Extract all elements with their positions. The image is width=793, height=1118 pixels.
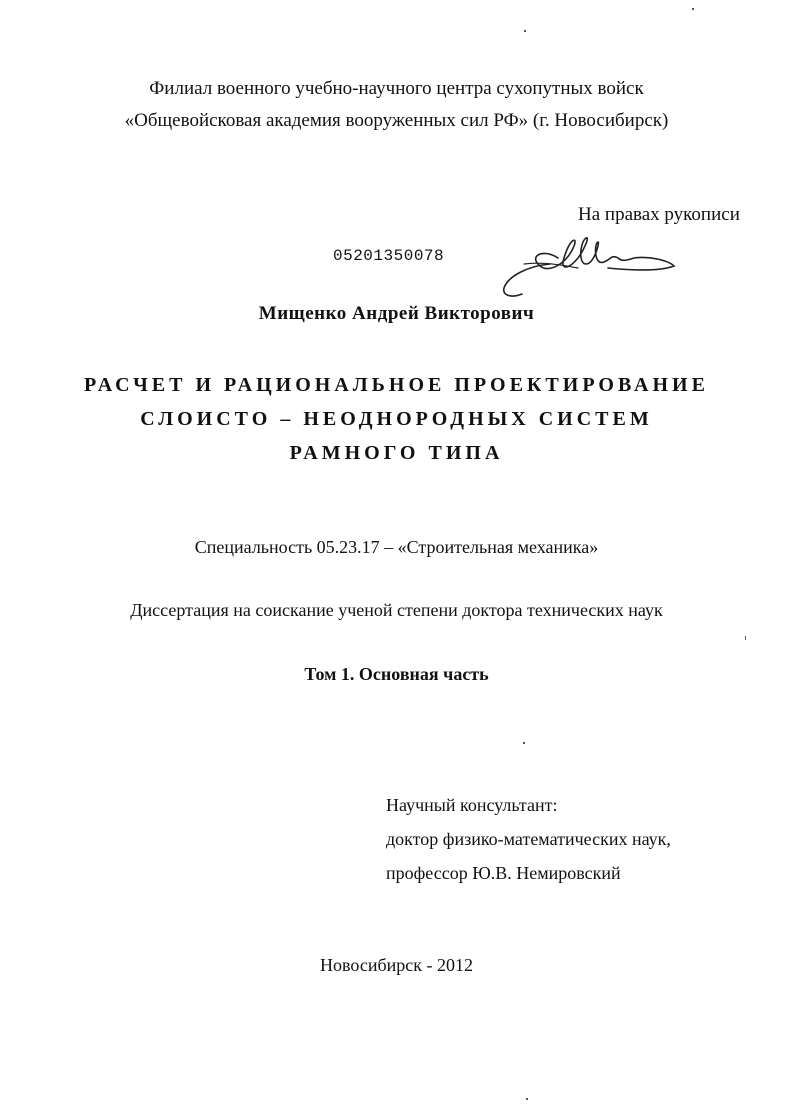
scan-speck (524, 30, 526, 32)
scan-speck (523, 742, 525, 744)
title-line-1: РАСЧЕТ И РАЦИОНАЛЬНОЕ ПРОЕКТИРОВАНИЕ (84, 374, 709, 396)
volume: Том 1. Основная часть (304, 664, 489, 684)
city-year: Новосибирск - 2012 (320, 955, 473, 975)
registration-code: 05201350078 (333, 247, 445, 265)
title-line-3: РАМНОГО ТИПА (289, 442, 504, 464)
specialty: Специальность 05.23.17 – «Строительная механика» (194, 537, 599, 557)
scan-speck (526, 1098, 528, 1100)
signature (498, 228, 680, 304)
author-name: Мищенко Андрей Викторович (258, 303, 535, 324)
degree: Диссертация на соискание ученой степени доктора технических наук (130, 600, 663, 620)
consultant-label: Научный консультант: (386, 795, 558, 815)
scan-speck (692, 8, 694, 10)
consultant-name: профессор Ю.В. Немировский (386, 863, 621, 883)
title-line-2: СЛОИСТО – НЕОДНОРОДНЫХ СИСТЕМ (140, 408, 653, 430)
rights-note: На правах рукописи (578, 204, 740, 225)
scan-speck (745, 636, 746, 640)
consultant-degree: доктор физико-математических наук, (386, 829, 671, 849)
institution-line-2: «Общевойсковая академия вооруженных сил РФ» (г. Новосибирск) (124, 110, 669, 131)
institution-line-1: Филиал военного учебно-научного центра сухопутных войск (149, 78, 644, 99)
